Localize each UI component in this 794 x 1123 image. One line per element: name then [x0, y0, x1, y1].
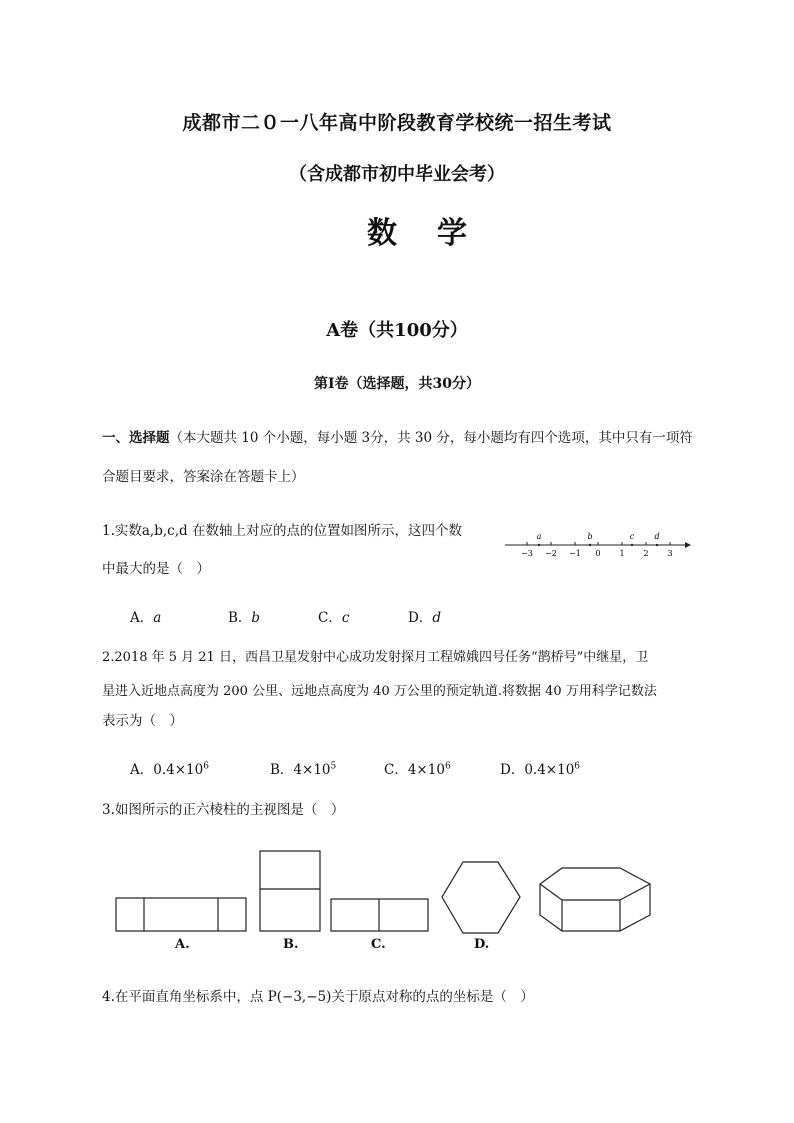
figure-label-b: B.	[283, 937, 299, 952]
volume-1-title: 第Ⅰ卷（选择题，共30分）	[313, 376, 481, 392]
section-heading	[102, 428, 702, 448]
figure-c	[331, 899, 428, 931]
q1-option-b	[228, 606, 260, 626]
option-value: a	[153, 610, 162, 626]
tick-label: −3	[521, 549, 533, 558]
figure-label-d: D.	[474, 937, 490, 952]
tick-label: 3	[667, 549, 673, 558]
q1-number-line	[505, 528, 695, 564]
q2-option-a	[130, 758, 209, 778]
option-letter: A．	[130, 762, 154, 778]
option-base: 4×10	[407, 762, 445, 778]
hexagonal-prism	[540, 868, 650, 931]
point-a	[538, 544, 540, 546]
option-letter: B．	[228, 610, 252, 626]
subject-title: 数学	[367, 216, 507, 251]
option-exponent: 6	[203, 761, 209, 772]
option-letter: C．	[384, 762, 408, 778]
option-value: c	[341, 610, 350, 626]
point-b	[589, 544, 591, 546]
q1-option-d	[408, 606, 441, 626]
point-label-c: c	[629, 532, 635, 541]
option-base: 0.4×10	[153, 762, 204, 778]
figure-b-outline	[260, 851, 320, 931]
figure-b	[260, 851, 320, 931]
option-exponent: 6	[574, 761, 581, 772]
section-heading-label: 一、选择题	[102, 430, 170, 446]
option-letter: A．	[130, 610, 154, 626]
option-letter: D．	[500, 762, 525, 778]
q1-option-a	[130, 606, 161, 626]
q3-stem: 3.如图所示的正六棱柱的主视图是（ ）	[102, 802, 345, 818]
tick-label: −1	[569, 549, 581, 558]
prism-edge	[620, 884, 650, 900]
option-letter: D．	[408, 610, 433, 626]
exam-title: 成都市二０一八年高中阶段教育学校统一招生考试	[182, 112, 612, 134]
section-instructions-line2: 合题目要求，答案涂在答题卡上）	[102, 469, 305, 485]
section-instructions-line1: （本大题共 10 个小题，每小题 3分，共 30 分，每小题均有四个选项，其中只有一项符	[169, 430, 693, 446]
point-d	[656, 544, 658, 546]
figure-a	[116, 898, 246, 931]
q2-option-d	[500, 758, 580, 778]
q1-stem-line1: 1.实数a,b,c,d 在数轴上对应的点的位置如图所示，这四个数	[102, 523, 462, 539]
figure-label-a: A.	[175, 937, 190, 952]
option-exponent: 5	[330, 761, 337, 772]
figure-label-c: C.	[371, 937, 386, 952]
option-letter: B．	[270, 762, 294, 778]
q1-stem-line2: 中最大的是（ ）	[102, 561, 210, 577]
point-label-b: b	[587, 532, 593, 541]
point-label-d: d	[654, 532, 660, 541]
tick-label: 2	[643, 549, 649, 558]
point-label-a: a	[536, 532, 542, 541]
q2-stem-line2: 星进入近地点高度为 200 公里、远地点高度为 40 万公里的预定轨道.将数据 40 万用科学记数法	[102, 684, 657, 699]
option-exponent: 6	[444, 761, 451, 772]
q1-option-c	[318, 606, 349, 626]
q2-stem-line1: 2.2018 年 5 月 21 日，西昌卫星发射中心成功发射探月工程嫦娥四号任务“鹊桥号”中继星，卫	[102, 650, 649, 665]
q2-option-b	[270, 758, 336, 778]
tick-label: 1	[619, 549, 625, 558]
option-letter: C．	[318, 610, 342, 626]
prism-edge	[540, 884, 562, 900]
q4-stem: 4.在平面直角坐标系中，点 P(−3,−5)关于原点对称的点的坐标是（ ）	[102, 989, 534, 1005]
option-base: 0.4×10	[524, 762, 575, 778]
part-a-title: A卷（共100分）	[326, 320, 468, 341]
q2-option-c	[384, 758, 451, 778]
point-c	[631, 544, 633, 546]
figure-a-outline	[116, 898, 246, 931]
tick-label: 0	[595, 549, 601, 558]
option-value: d	[432, 610, 441, 626]
exam-subtitle: （含成都市初中毕业会考）	[289, 164, 505, 185]
option-base: 4×10	[293, 762, 331, 778]
tick-label: −2	[545, 549, 557, 558]
q3-figures	[110, 845, 670, 960]
option-value: b	[251, 610, 261, 626]
figure-d-hexagon	[442, 862, 520, 933]
q2-stem-line3: 表示为（ ）	[102, 713, 183, 729]
number-line-arrow	[685, 542, 691, 548]
